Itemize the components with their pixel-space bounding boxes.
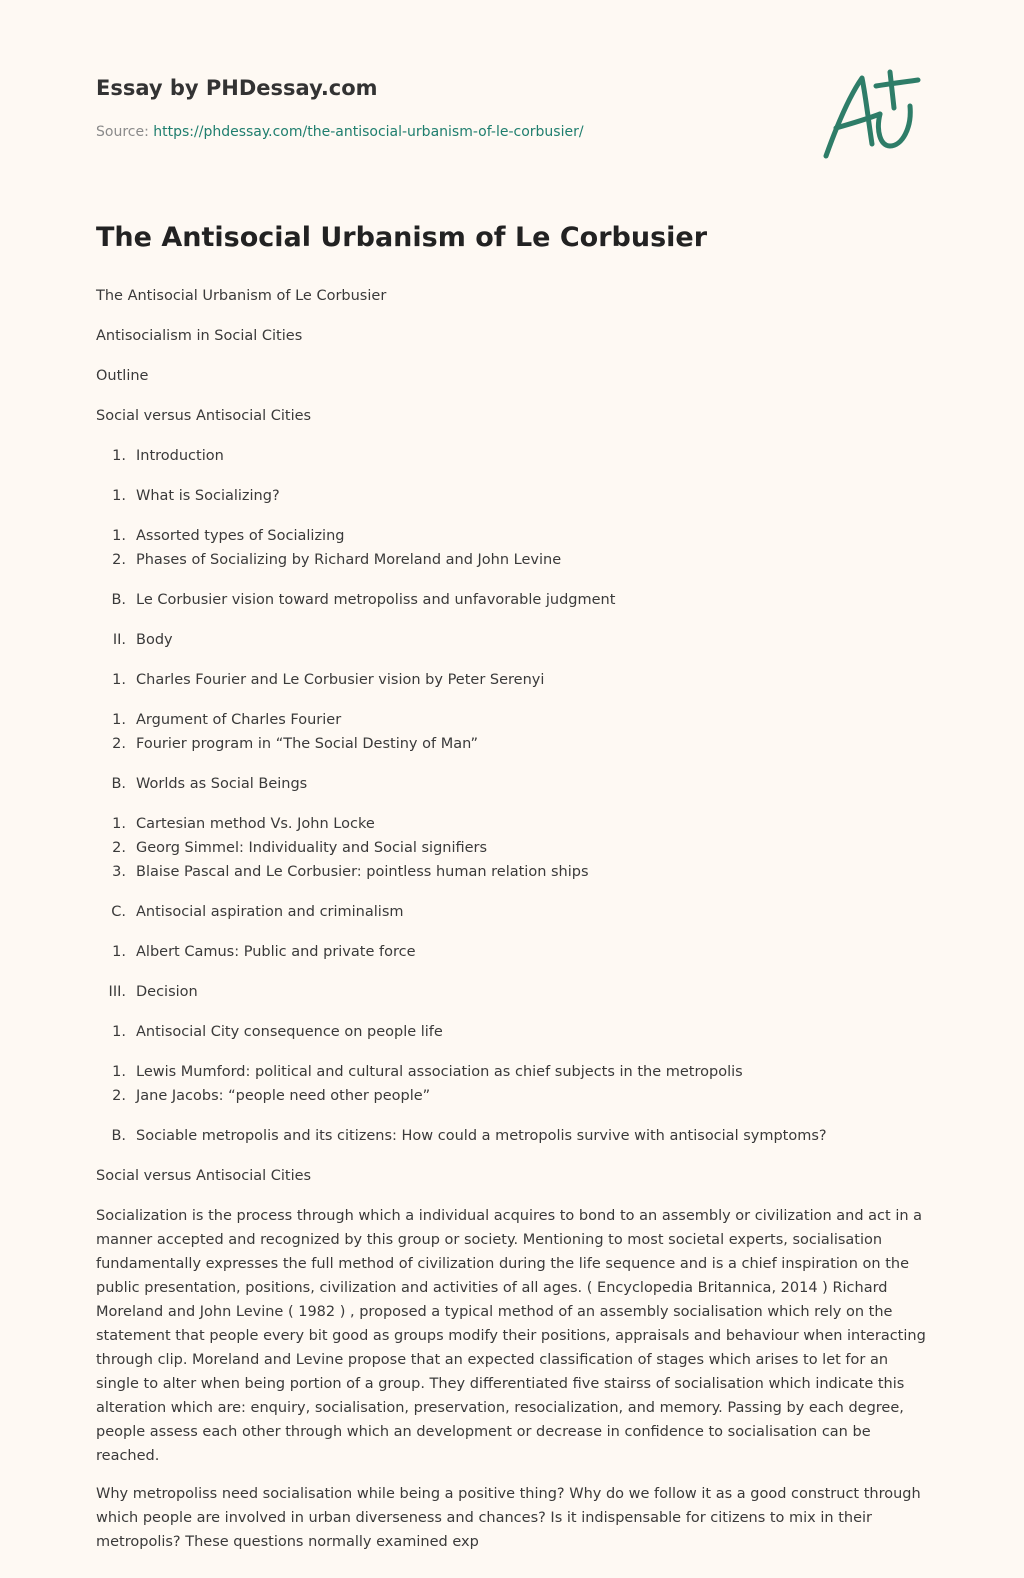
outline-item (96, 588, 928, 612)
outline-group (96, 628, 928, 652)
outline-label: Outline (96, 368, 149, 384)
outline-group (96, 588, 928, 612)
body-paragraph: Why metropoliss need socialisation while being a positive thing? Why do we follow it as a good construct through which people are involved in urban diverseness and chances? Is it indispensable for citizens to mix in their metropolis? These questions normally examined exp (96, 1486, 921, 1550)
outline-text: Introduction (136, 448, 224, 464)
outline-group (96, 900, 928, 924)
outline-marker: 1. (112, 816, 126, 832)
outline-text: Fourier program in “The Social Destiny of Man” (136, 736, 479, 752)
outline-text: Phases of Socializing by Richard Moreland and John Levine (136, 552, 562, 568)
source-line (96, 124, 584, 140)
outline-text: Body (136, 632, 173, 648)
outline-marker: 1. (112, 712, 126, 728)
body-paragraph: Socialization is the process through which a individual acquires to bond to an assembly or civilization and act in a manner accepted and recognized by this group or society. Mentioning to most societal experts, socialisation fundamentally expresses the full method of civilization during the life sequence and is a chief inspiration on the public presentation, positions, civilization and activities of all ages. ( Encyclopedia Britannica, 2014 ) Richard Moreland and John Levine ( 1982 ) , proposed a typical method of an assembly socialisation which rely on the statement that people every bit good as groups modify their positions, appraisals and behaviour when interacting through clip. Moreland and Levine propose that an expected classification of stages which arises to let for an single to alter when being portion of a group. They differentiated five stairss of socialisation which indicate this alteration which are: enquiry, socialisation, preservation, resocialization, and memory. Passing by each degree, people assess each other through which an development or decrease in confidence to socialisation can be reached. (96, 1208, 926, 1464)
outline-item (96, 444, 928, 468)
outline-marker: 1. (112, 1024, 126, 1040)
outline-marker: 1. (112, 528, 126, 544)
outline-text: Albert Camus: Public and private force (136, 944, 416, 960)
outline-item (96, 1084, 928, 1108)
outline-marker: 2. (112, 736, 126, 752)
article-subtitle: The Antisocial Urbanism of Le Corbusier (96, 288, 387, 304)
outline-text: Sociable metropolis and its citizens: How could a metropolis survive with antisocial symptoms? (136, 1128, 827, 1144)
source-label: Source: (96, 124, 154, 140)
outline-group (96, 708, 928, 756)
outline-marker: 1. (112, 448, 126, 464)
outline-group (96, 1060, 928, 1108)
outline-marker: 2. (112, 1088, 126, 1104)
outline-item (96, 1124, 928, 1148)
outline-item (96, 1060, 928, 1084)
outline-marker: 2. (112, 840, 126, 856)
outline-text: Antisocial aspiration and criminalism (136, 904, 404, 920)
outline-marker: III. (108, 984, 126, 1000)
outline-group (96, 772, 928, 796)
outline-group (96, 444, 928, 468)
outline-item (96, 524, 928, 548)
outline-marker: B. (111, 592, 126, 608)
outline-item (96, 900, 928, 924)
outline-marker: II. (112, 632, 126, 648)
outline-marker: 3. (112, 864, 126, 880)
outline-group (96, 940, 928, 964)
outline-item (96, 1020, 928, 1044)
outline-text: Le Corbusier vision toward metropoliss and unfavorable judgment (136, 592, 616, 608)
outline-text: Antisocial City consequence on people life (136, 1024, 443, 1040)
article-body (96, 284, 928, 1568)
outline-group (96, 484, 928, 508)
outline-item (96, 628, 928, 652)
outline-marker: C. (111, 904, 126, 920)
outline-group (96, 980, 928, 1004)
source-link[interactable]: https://phdessay.com/the-antisocial-urbanism-of-le-corbusier/ (153, 124, 584, 140)
outline-group (96, 1020, 928, 1044)
outline-list (96, 444, 928, 1148)
outline-item (96, 484, 928, 508)
article-subsubtitle: Antisocialism in Social Cities (96, 328, 303, 344)
outline-marker: B. (111, 776, 126, 792)
outline-marker: 1. (112, 1064, 126, 1080)
section-heading: Social versus Antisocial Cities (96, 1168, 312, 1184)
outline-text: Blaise Pascal and Le Corbusier: pointless human relation ships (136, 864, 589, 880)
outline-text: Georg Simmel: Individuality and Social signifiers (136, 840, 488, 856)
outline-marker: 1. (112, 488, 126, 504)
outline-item (96, 836, 928, 860)
outline-text: Decision (136, 984, 198, 1000)
outline-text: Lewis Mumford: political and cultural association as chief subjects in the metropolis (136, 1064, 743, 1080)
outline-item (96, 548, 928, 572)
outline-marker: 1. (112, 944, 126, 960)
site-title: Essay by PHDessay.com (96, 76, 378, 100)
outline-marker: 1. (112, 672, 126, 688)
outline-item (96, 772, 928, 796)
outline-group (96, 1124, 928, 1148)
outline-item (96, 940, 928, 964)
outline-text: Worlds as Social Beings (136, 776, 308, 792)
a-plus-logo-icon (818, 68, 922, 164)
outline-group (96, 812, 928, 884)
outline-text: Argument of Charles Fourier (136, 712, 342, 728)
outline-item (96, 668, 928, 692)
outline-text: Cartesian method Vs. John Locke (136, 816, 375, 832)
outline-item (96, 812, 928, 836)
article-title: The Antisocial Urbanism of Le Corbusier (96, 222, 708, 253)
outline-item (96, 708, 928, 732)
outline-text: Jane Jacobs: “people need other people” (136, 1088, 431, 1104)
outline-group (96, 668, 928, 692)
outline-text: Assorted types of Socializing (136, 528, 345, 544)
outline-item (96, 732, 928, 756)
outline-group (96, 524, 928, 572)
outline-marker: 2. (112, 552, 126, 568)
outline-heading: Social versus Antisocial Cities (96, 408, 312, 424)
outline-text: What is Socializing? (136, 488, 280, 504)
outline-text: Charles Fourier and Le Corbusier vision by Peter Serenyi (136, 672, 545, 688)
outline-marker: B. (111, 1128, 126, 1144)
outline-item (96, 980, 928, 1004)
outline-item (96, 860, 928, 884)
